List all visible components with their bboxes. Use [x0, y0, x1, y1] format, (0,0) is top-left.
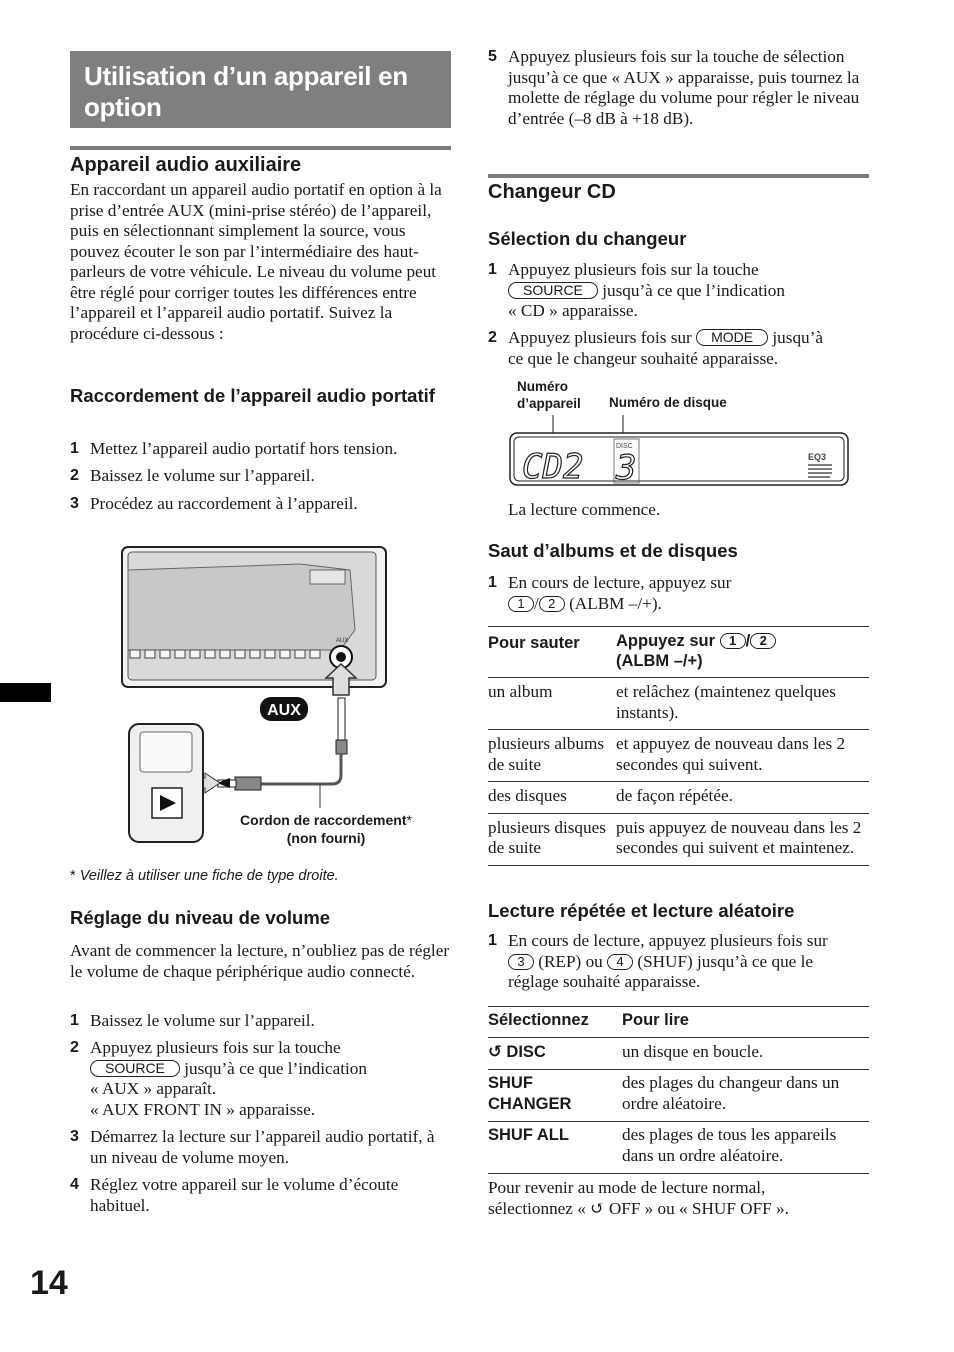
select-heading: Sélection du changeur: [488, 228, 687, 249]
volume-step-3: 3 Démarrez la lecture sur l’appareil audio portatif, à un niveau de volume moyen.: [70, 1127, 435, 1167]
table-row: des disques de façon répétée.: [488, 782, 869, 814]
key-3: 3: [508, 954, 534, 970]
skip-step-1: 1 En cours de lecture, appuyez sur 1 / 2 (ALBM –/+).: [488, 573, 732, 613]
select-step-2: 2 Appuyez plusieurs fois sur MODE jusqu’à ce que le changeur souhaité apparaisse.: [488, 328, 823, 368]
volume-step-4: 4 Réglez votre appareil sur le volume d’écoute habituel.: [70, 1175, 399, 1215]
repeat-heading: Lecture répétée et lecture aléatoire: [488, 900, 795, 921]
cd-heading: Changeur CD: [488, 181, 616, 203]
display-diagram: [508, 413, 853, 491]
section-rule: [70, 146, 451, 150]
key-4: 4: [607, 954, 633, 970]
section-tab-marker: [0, 683, 51, 702]
footnote: * Veillez à utiliser une fiche de type droite.: [70, 868, 339, 884]
key-2: 2: [539, 596, 565, 612]
aux-heading: Appareil audio auxiliaire: [70, 154, 302, 176]
repeat-table: [488, 1006, 869, 1174]
volume-step-5: 5 Appuyez plusieurs fois sur la touche de sélection jusqu’à ce que « AUX » apparaisse, puis tournez la molette de réglage du volume pour régler le niveau d’entrée (–8 dB à +18 dB).: [488, 47, 860, 128]
section-rule-cd: [488, 174, 869, 178]
skip-heading: Saut d’albums et de disques: [488, 540, 738, 561]
select-step-1: 1 Appuyez plusieurs fois sur la touche SOURCE jusqu’à ce que l’indication « CD » apparaisse.: [488, 260, 785, 320]
disc-number-label: Numéro de disque: [609, 395, 727, 410]
eq-tag: EQ3: [808, 452, 827, 462]
playback-starts: La lecture commence.: [508, 500, 661, 519]
table-row: un album et relâchez (maintenez quelques instants).: [488, 678, 869, 730]
table-row: Pour sauter Appuyez sur 1 / 2 (ALBM –/+): [488, 627, 869, 678]
table-row: SHUF ALL des plages de tous les appareils dans un ordre aléatoire.: [488, 1122, 869, 1174]
volume-intro: Avant de commencer la lecture, n’oubliez pas de régler le volume de chaque périphérique audio connecté.: [70, 941, 450, 981]
skip-table: [488, 626, 869, 866]
volume-step-1: 1 Baissez le volume sur l’appareil.: [70, 1011, 315, 1030]
svg-text:AUX: AUX: [267, 702, 301, 719]
table-row: Sélectionnez Pour lire: [488, 1007, 869, 1038]
page-title: Utilisation d’un appareil en option: [70, 51, 451, 128]
device-number-label: Numéro d’appareil: [517, 379, 581, 411]
page-number: 14: [30, 1264, 68, 1302]
aux-intro: En raccordant un appareil audio portatif en option à la prise d’entrée AUX (mini-prise stéréo) de l’appareil, puis en sélectionnant simplement la source, vous pouvez écouter le son par l’intermédiaire des haut-parleurs de votre véhicule. Le niveau du volume peut être réglé pour corriger toutes les différences entre l’appareil et l’appareil audio portatif. Suivez la procédure ci-dessous :: [70, 180, 442, 343]
disc-tag: DISC: [616, 443, 633, 450]
connect-heading: Raccordement de l’appareil audio portatif: [70, 385, 435, 406]
volume-step-2: 2 Appuyez plusieurs fois sur la touche SOURCE jusqu’à ce que l’indication « AUX » apparaît. « AUX FRONT IN » apparaisse.: [70, 1038, 367, 1119]
source-key: SOURCE: [90, 1060, 180, 1077]
connect-step-3: 3 Procédez au raccordement à l’appareil.: [70, 494, 358, 513]
repeat-icon: ↺: [590, 1198, 605, 1218]
table-row: ↺ DISC un disque en boucle.: [488, 1037, 869, 1070]
source-key-2: SOURCE: [508, 282, 598, 299]
repeat-icon: ↺: [488, 1042, 502, 1061]
key-1: 1: [508, 596, 534, 612]
cable-caption: Cordon de raccordement* (non fourni): [240, 812, 412, 846]
table-row: plusieurs disques de suite puis appuyez de nouveau dans les 2 secondes qui suivent et maintenez.: [488, 813, 869, 865]
mode-key: MODE: [696, 329, 768, 346]
device-readout: CD2: [522, 447, 584, 487]
volume-heading: Réglage du niveau de volume: [70, 907, 331, 928]
disc-readout: 3: [616, 448, 637, 488]
table-row: SHUF CHANGER des plages du changeur dans un ordre aléatoire.: [488, 1070, 869, 1122]
jack-label: AUX: [336, 638, 349, 644]
repeat-step-1: 1 En cours de lecture, appuyez plusieurs fois sur 3 (REP) ou 4 (SHUF) jusqu’à ce que le réglage souhaité apparaisse.: [488, 931, 828, 991]
back-to-normal: Pour revenir au mode de lecture normal, sélectionnez « ↺ OFF » ou « SHUF OFF ».: [488, 1178, 789, 1218]
table-row: plusieurs albums de suite et appuyez de nouveau dans les 2 secondes qui suivent.: [488, 730, 869, 782]
connect-step-2: 2 Baissez le volume sur l’appareil.: [70, 466, 315, 485]
connect-step-1: 1 Mettez l’appareil audio portatif hors tension.: [70, 439, 398, 458]
